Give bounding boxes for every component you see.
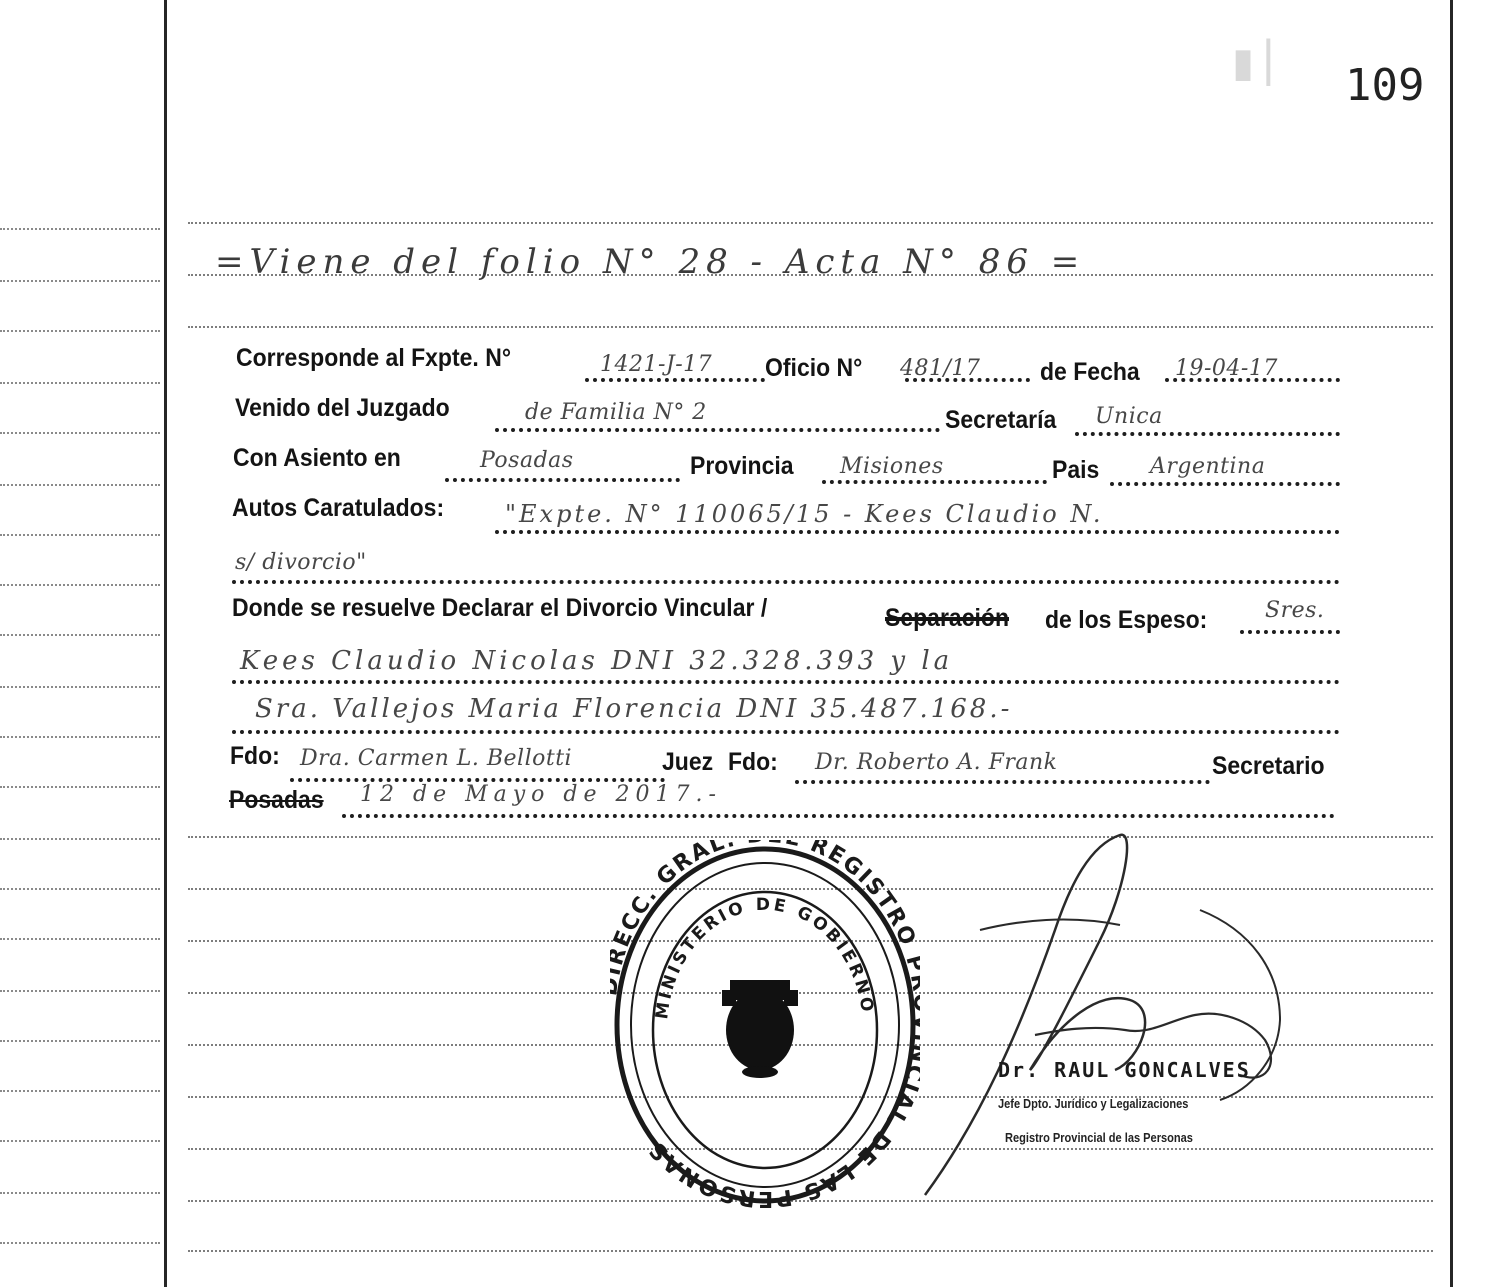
rule [0,330,160,332]
posadas-value: 12 de Mayo de 2017.- [360,782,722,807]
dotted-fill-line [795,780,1210,784]
pais-label: Pais [1052,456,1100,484]
autos-value-1: "Expte. N° 110065/15 - Kees Claudio N. [505,500,1104,528]
rule [0,686,160,688]
dotted-fill-line [1110,482,1340,486]
dotted-fill-line [1075,432,1340,436]
rule [0,432,160,434]
folio-number: 109 [1345,60,1425,111]
rule [0,736,160,738]
rule [188,222,1433,224]
pais-value: Argentina [1150,454,1266,479]
autos-label: Autos Caratulados: [232,494,445,522]
dotted-fill-line [495,530,1340,534]
spouse-line-2: Sra. Vallejos Maria Florencia DNI 35.487.168.- [255,694,1013,724]
dotted-fill-line [1240,630,1340,634]
rule [0,1242,160,1244]
rule [0,938,160,940]
stamp-seal-graphic [610,840,920,1210]
juez-label: Juez [662,748,714,776]
right-border-line [1450,0,1453,1287]
left-border-line [164,0,167,1287]
signatory-organization: Registro Provincial de las Personas [1005,1130,1193,1145]
autos-value-2: s/ divorcio" [235,550,367,575]
dotted-fill-line [232,580,1340,584]
rule [0,786,160,788]
espesos-label: de los Espeso: [1045,606,1208,634]
spouse-line-1: Kees Claudio Nicolas DNI 32.328.393 y la [240,646,954,676]
dotted-fill-line [232,680,1340,684]
rule [0,280,160,282]
oficio-label: Oficio N° [765,354,863,382]
juzgado-value: de Familia N° 2 [525,400,707,425]
rule [188,1250,1433,1252]
rule [0,1140,160,1142]
expte-value: 1421-J-17 [600,352,713,377]
provincia-value: Misiones [840,454,944,479]
rule [0,888,160,890]
coat-of-arms-icon [722,980,798,1078]
handwritten-signature [920,830,1300,1210]
rule [0,228,160,230]
signatory-name: Dr. RAUL GONCALVES [998,1058,1251,1082]
dotted-fill-line [232,730,1340,734]
resuelve-label: Donde se resuelve Declarar el Divorcio Vincular / [232,594,768,622]
provincia-label: Provincia [690,452,794,480]
secretaria-label: Secretaría [945,406,1057,434]
juzgado-label: Venido del Juzgado [235,394,450,422]
header-note: =Viene del folio N° 28 - Acta N° 86 = [215,242,1086,282]
fdo2-label: Fdo: [728,748,778,776]
official-stamp [610,840,920,1210]
dotted-fill-line [342,814,1335,818]
rule [0,484,160,486]
rule [0,1192,160,1194]
dotted-fill-line [495,428,940,432]
fecha-value: 19-04-17 [1175,356,1278,381]
posadas-label: Posadas [229,786,324,814]
signature-graphic [920,830,1300,1210]
fecha-label: de Fecha [1040,358,1140,386]
separacion-label-struck: Separación [885,604,1009,632]
signatory-title: Jefe Dpto. Jurídico y Legalizaciones [998,1096,1189,1111]
asiento-label: Con Asiento en [233,444,401,472]
rule [188,326,1433,328]
fdo2-value: Dr. Roberto A. Frank [815,750,1058,775]
secretaria-value: Unica [1095,404,1163,429]
stamp-inner-text: MINISTERIO DE GOBIERNO [652,894,878,1021]
rule [0,534,160,536]
stamp-outer-text: ECC. GRAL REGISTRO IAL DE LAS PERSONAS [610,840,920,1210]
rule [0,382,160,384]
rule [0,1040,160,1042]
espesos-value: Sres. [1265,598,1325,623]
oficio-value: 481/17 [900,356,981,381]
rule [0,990,160,992]
fdo-label: Fdo: [230,742,280,770]
dotted-fill-line [445,478,680,482]
rule [0,1090,160,1092]
dotted-fill-line [585,378,765,382]
dotted-fill-line [822,480,1047,484]
secretario-label: Secretario [1212,752,1325,780]
rule [0,634,160,636]
asiento-value: Posadas [480,448,574,473]
expte-label: Corresponde al Fxpte. N° [236,344,512,372]
rule [0,838,160,840]
faint-stamp-mark: ▮ ▏ [1232,40,1298,86]
fdo-value: Dra. Carmen L. Bellotti [300,746,573,771]
rule [0,584,160,586]
